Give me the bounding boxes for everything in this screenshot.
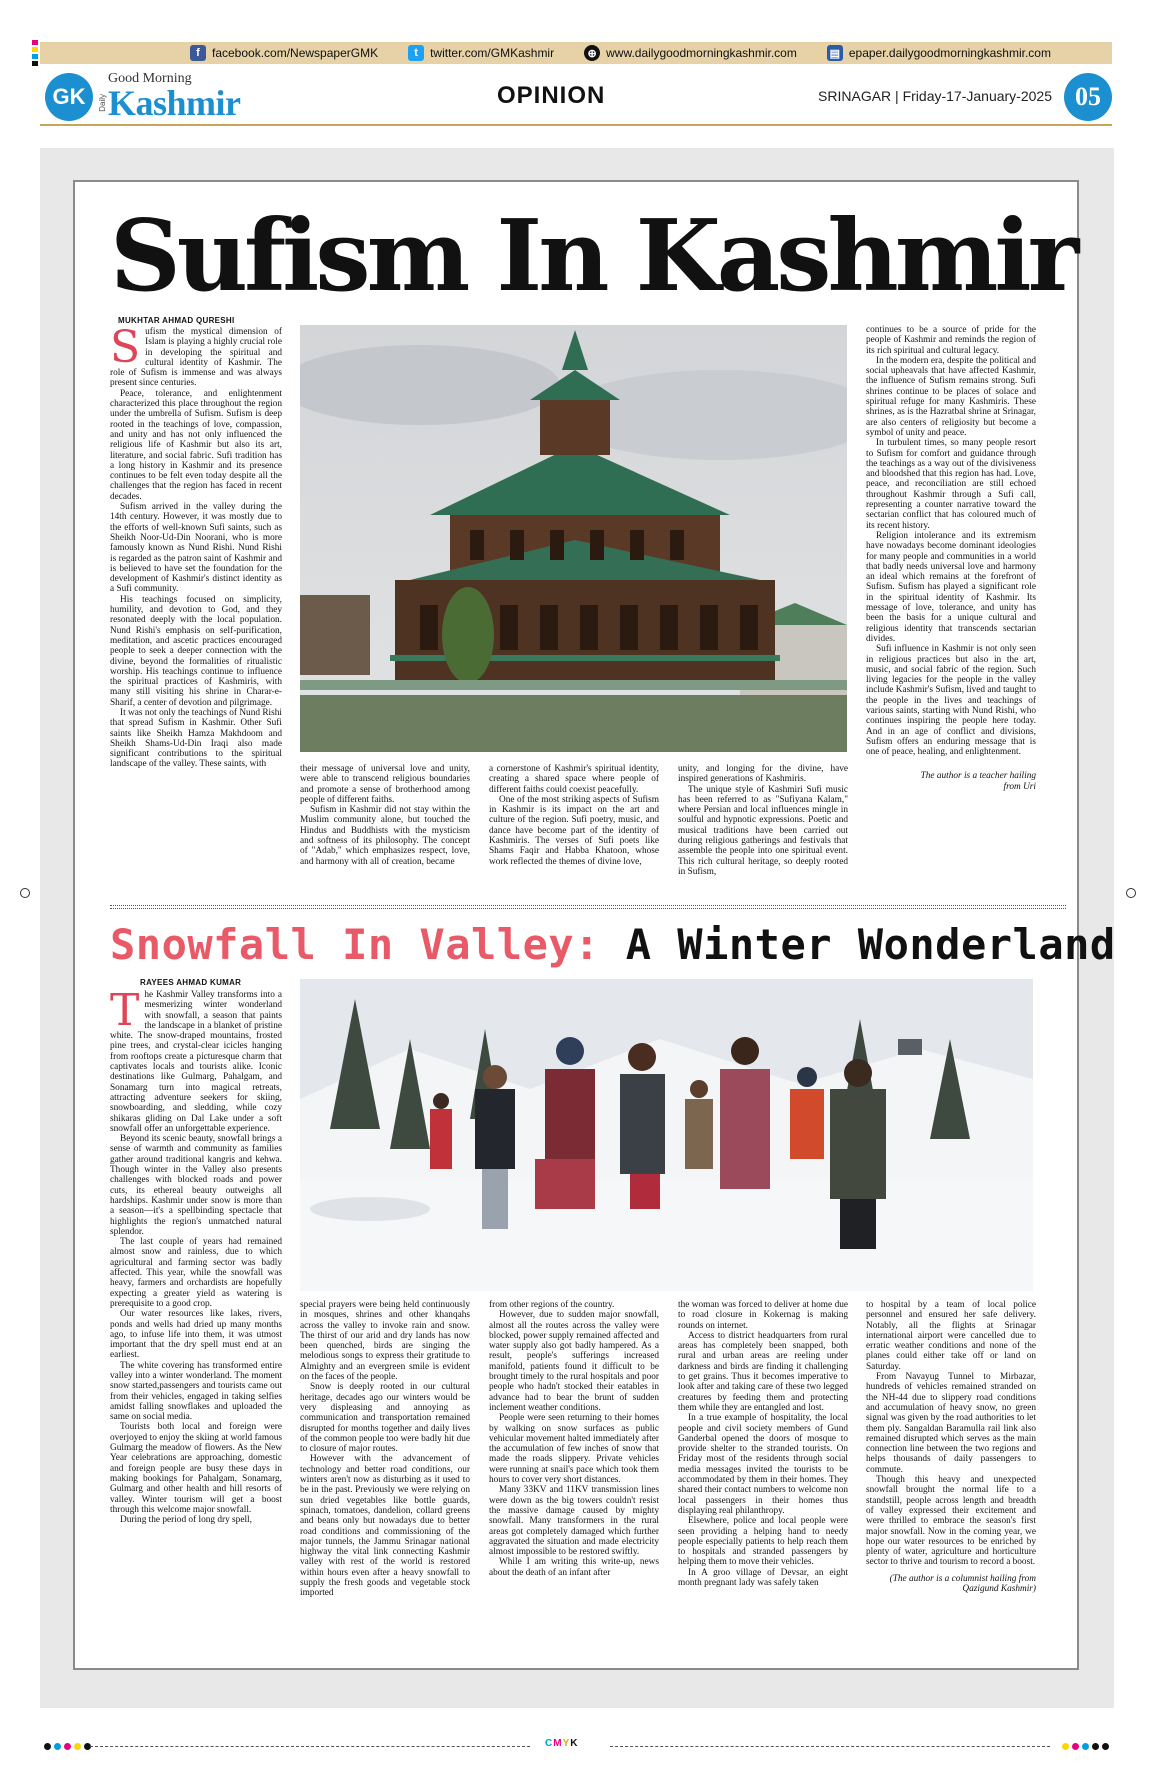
twitter-icon: t [408,45,424,61]
article-column: The Kashmir Valley transforms into a mesmerizing winter wonderland with snowfall, a season that paints the landscape in a blanket of pristine white. The snow-draped mountains, frosted pine trees, and crystal-clear icicles hanging from rooftops create a picturesque charm that captivates locals and tourists alike. Iconic destinations like Gulmarg, Pahalgam, and Sonamarg turn into magical retreats, attracting adventure seekers for skiing, snowboarding, and sledding, while cozy shikaras gliding on Dal Lake under a soft snowfall offer an unforgettable experience. Beyond its scenic beauty, snowfall brings a sense of warmth and community as families gather around traditional kangris and kehwa. Though winter in the Valley also presents challenges with blocked roads and power cuts, its ethereal beauty outweighs all hardships. Kashmir under snow is more than a season—it's a spellbinding spectacle that highlights the region's unmatched natural splendor. The last couple of years had remained almost snow and rainless, due to which agricultural and farming sector was badly affected. This year, while the snowfall was heavy, farmers and orchardists are hopefully expecting a greater yield as watering is prerequisite to a good crop. Our water resources like lakes, rivers, ponds and wells had dried up many months ago, to infuse life into them, it was utmost important that the dry spell must end at an earliest. The white covering has transformed entire valley into a winter wonderland. The moment snow started,passengers and tourists came out from their vehicles, engaged in taking selfies amidst falling snowflakes and uploaded the same on social media. Tourists both local and foreign were overjoyed to enjoy the skiing at world famous Gulmarg the meadow of flowers. As the New Year celebrations are approaching, domestic and foreign people are busy these days in making bookings for Pahalgam, Sonamarg, Gulmarg and other health and hill resorts of valley. Winter tourism will get a boost through this welcome major snowfall. During the period of long dry spell, [110,990,282,1526]
color-registration-dots [1062,1743,1109,1750]
epaper-icon: ▤ [827,45,843,61]
article-column: a cornerstone of Kashmir's spiritual identity, creating a shared space where people of different faiths could coexist peacefully. One of the most striking aspects of Sufism in Kashmir is its impact on the art and culture of the region. Sufi poetry, music, and dance have become part of the identity of Kashmiris. The verses of Sufi poets like Shams Faqir and Habba Khatoon, whose work reflected the themes of divine love, [489,764,659,867]
headline-main: A Winter Wonderland [625,920,1116,969]
social-links-bar [40,42,1112,64]
globe-icon: ⊕ [584,45,600,61]
bottom-rule [610,1746,1050,1747]
article-byline: RAYEES AHMAD KUMAR [140,978,242,987]
shrine-photo [300,325,847,752]
article-column: their message of universal love and unity, were able to transcend religious boundaries and promote a sense of brotherhood among people of different faiths. Sufism in Kashmir did not stay within the Muslim community alone, but touched the Hindus and Buddhists with the mysticism and softness of its philosophy. The concept of "Adab," which emphasizes respect, love, and harmony with all of creation, became [300,764,470,867]
article-column: Sufism the mystical dimension of Islam is playing a highly crucial role in developing the spiritual and cultural identity of Kashmir. The role of Sufism is immense and was always present since centuries. Peace, tolerance, and enlightenment characterized this place throughout the region under the umbrella of Sufism. Sufism is deep rooted in the teachings of love, compassion, and unity and has not only influenced the religious life of Kashmir but also its art, literature, and social fabric. Sufi tradition has a long history in Kashmir and its presence continues to be felt even today despite all the challenges that the region has faced in recent decades. Sufism arrived in the valley during the 14th century. However, it was mostly due to the efforts of well-known Sufi saints, such as Sheikh Noor-Ud-Din Noorani, who is more famously known as Nund Rishi. Nund Rishi is regarded as the patron saint of Kashmir and is believed to have set the foundation for the development of Kashmir's distinct identity as a Sufi community. His teachings focused on simplicity, humility, and devotion to God, and they resonated deeply with the local population. Nund Rishi's emphasis on self-purification, meditation, and ascetic practices encouraged people to seek a deeper connection with the divine, beyond the formalities of ritualistic worship. His teachings continue to influence the spiritual practices of Kashmiris, with many still visiting his shrine in Charar-e-Sharif, a center of devotion and pilgrimage. It was not only the teachings of Nund Rishi that spread Sufism in Kashmir. Other Sufi saints like Sheikh Hamza Makhdoom and Sheikh Shams-Ud-Din Iraqi also made significant contributions to the spiritual landscape of the valley. These saints, with [110,327,282,770]
article-column: unity, and longing for the divine, have inspired generations of Kashmiris. The unique style of Kashmiri Sufi music has been referred to as "Sufiyana Kalam," where Persian and local influences mingle in soulful and hypnotic expressions. Poetic and musical traditions have been carried out during religious gatherings and festivals that assemble the people into one spiritual event. This rich cultural heritage, so deeply rooted in Sufism, [678,764,848,877]
brand-daily: Daily [98,94,107,112]
brand-tagline: Good Morning [108,71,192,86]
brand-name: Kashmir [108,83,241,123]
facebook-link[interactable] [190,45,378,61]
bottom-rule [90,1746,530,1747]
dateline: SRINAGAR | Friday-17-January-2025 [818,88,1052,104]
facebook-handle: facebook.com/NewspaperGMK [212,46,379,60]
article-column: continues to be a source of pride for the people of Kashmir and reminds the region of its rich spiritual and cultural legacy. In the modern era, despite the political and social upheavals that have affected Kashmir, the influence of Sufism remains strong. Sufi shrines continue to be places of solace and spiritual refuge for many Kashmiris. These shrines, as is the Hazratbal shrine at Srinagar, are also centers of religiosity but become a symbol of unity and peace. In turbulent times, so many people resort to Sufism for comfort and guidance through the teachings as a way out of the divisiveness and bloodshed that this region has had. Love, peace, and reconciliation are still echoed throughout Kashmir through a Sufi call, representing a counter narrative toward the sectarian conflict that has coloured much of its recent history. Religion intolerance and its extremism have nowadays become dominant ideologies for many people and communities in a world that badly needs universal love and harmony an ideal which remains at the forefront of Sufism. Sufism has played a significant role in the spiritual identity of Kashmir. Its message of love, tolerance, and unity has been the basis for a unique cultural and religious identity that transcends sectarian divides. Sufi influence in Kashmir is not only seen in religious practices but also in the art, music, and social fabric of the region. Such living legacies for the people in the valley include Kashmir's Sufism, lived and taught to the people in the lives and teachings of various saints, starting with Nund Rishi, who continues inspiring the people here today. And in an age of conflict and divisions, Sufism offers an enduring message that is one of peace, healing, and enlightenment. The author is a teacher hailing from Uri [866,325,1036,792]
snowfall-photo [300,979,1033,1291]
website-link[interactable] [584,45,797,61]
dropcap: S [110,327,141,373]
article-column: from other regions of the country. However, due to sudden major snowfall, almost all the routes across the valley were blocked, power supply remained affected and water supply also got badly hampered. As a result, people's sufferings increased manifold, patients found it difficult to be brought timely to the rural hospitals and poor people who hadn't stocked their eatables in advance had to bear the brunt of sudden inclement weather conditions. People were seen returning to their homes by walking on snow surfaces as public vehicular movement halted immediately after the accumulation of few inches of snow that made the roads slippery. Private vehicles were running at snail's pace which took them hours to cover very short distances. Many 33KV and 11KV transmission lines were down as the big towers couldn't resist the massive damage caused by mighty snowfall. Many transformers in the rural areas got completely damaged which further aggravated the situation and made electricity almost impossible to be restored swiftly. While I am writing this write-up, news about the death of an infant after [489,1300,659,1578]
author-note: The author is a teacher hailing from Uri [920,771,1036,792]
article-headline-sufism: Sufism In Kashmir [110,199,1076,314]
color-registration-dots [44,1743,91,1750]
facebook-icon: f [190,45,206,61]
twitter-handle: twitter.com/GMKashmir [430,46,555,60]
article-column: the woman was forced to deliver at home due to road closure in Kokernag is making rounds on internet. Access to district headquarters from rural areas has completely been snapped, both rural and urban areas are reeling under darkness and birds are finding it challenging to get grains. Thus it becomes imperative to look after and taking care of these two legged creatures by feeding them and protecting them while they are entangled and lost. In a true example of hospitality, the local people and civil society members of Gund Ganderbal opened the doors of mosque to provide shelter to the stranded tourists. On Friday most of the residents through social media messages invited the tourists to be accommodated by them in their homes. They shared their contact numbers to welcome non local passengers in their homes thus displaying real philanthropy. Elsewhere, police and local people were seen providing a helping hand to needy people especially patients to help reach them to hospitals and stranded passengers by helping them to move their vehicles. In A groo village of Devsar, an eight month pregnant lady was safely taken [678,1300,848,1589]
gk-logo: GK [45,73,93,121]
section-divider [110,905,1066,909]
epaper-link[interactable] [827,45,1051,61]
website-url: www.dailygoodmorningkashmir.com [606,46,797,60]
registration-target [20,888,30,898]
article-column: to hospital by a team of local police personnel and ensured her safe delivery. Notably, all the flights at Srinagar international airport were cancelled due to erratic weather conditions and none of the planes could either take off or land on Saturday. From Navayug Tunnel to Mirbazar, hundreds of vehicles remained stranded on the NH-44 due to slippery road conditions and accumulation of heavy snow, no green signal was given by the road authorities to let them ply. Sangaldan Baramulla rail link also remained disrupted which serves as the main connection line between the two regions and helps thousands of daily passengers to commute. Though this heavy and unexpected snowfall brought the normal life to a standstill, people across length and breadth of valley expressed their excitement and were thrilled to embrace the season's first major snowfall. Now in the coming year, we hope our water resources to be enriched by plenty of water, agriculture and horticulture sector to thrive and tourism to record a boost. (The author is a columnist hailing from Qazigund Kashmir) [866,1300,1036,1595]
registration-target [1126,888,1136,898]
section-title: OPINION [497,82,606,109]
article-headline-snowfall [110,920,1116,969]
epaper-url: epaper.dailygoodmorningkashmir.com [848,46,1051,60]
headline-highlight: Snowfall In Valley: [110,920,600,969]
dropcap: T [110,990,140,1036]
page-number: 05 [1064,73,1112,121]
cmyk-marker: C M Y K [545,1738,578,1749]
article-byline: MUKHTAR AHMAD QURESHI [118,316,235,325]
article-column: special prayers were being held continuously in mosques, shrines and other khanqahs across the valley to invoke rain and snow. The thirst of our arid and dry lands has now been quenched, birds are singing the melodious songs to express their gratitude to Almighty and an evergreen smile is evident on the faces of the people. Snow is deeply rooted in our cultural heritage, decades ago our winters would be very displeasing and annoying as communication and transportation remained disrupted for months together and daily lives of the common people too were badly hit due to closure of major routes. However with the advancement of technology and better road conditions, our winters aren't now as disturbing as it used to be in the past. Previously we were relying on sun dried vegetables like bottle guards, spinach, tomatoes, dandelion, collard greens and beans only but nowadays due to better road conditions and commissioning of the major tunnels, the Jammu Srinagar national highway the vital link connecting Kashmir valley with rest of the world is restored within hours even after a heavy snowfall to supply the fresh goods and vegetable stock imported [300,1300,470,1599]
author-note: (The author is a columnist hailing from Qazigund Kashmir) [889,1573,1036,1595]
masthead [40,70,1112,126]
twitter-link[interactable] [408,45,554,61]
registration-marks [32,40,38,66]
